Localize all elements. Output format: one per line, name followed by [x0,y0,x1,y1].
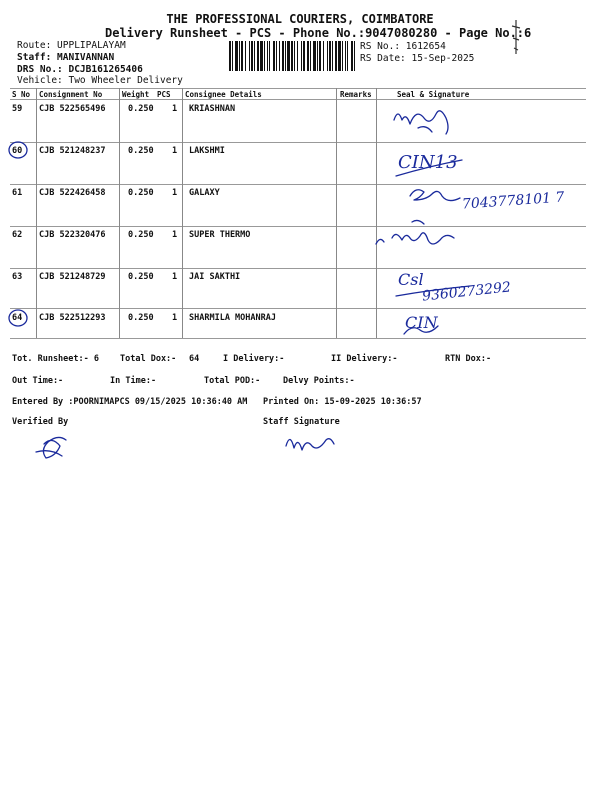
in-time: In Time:- [110,376,157,386]
row-divider [10,142,586,143]
row-consignee: KRIASHNAN [189,104,236,114]
row-weight: 0.250 [128,146,154,156]
row-weight: 0.250 [128,104,154,114]
handwritten-phone-row63: 9360273292 [421,279,512,305]
row-divider [10,308,586,309]
barcode [229,41,357,71]
total-pod: Total POD:- [204,376,261,386]
out-time: Out Time:- [12,376,64,386]
margin-mark-icon [506,18,526,58]
header-consignment: Consignment No [39,90,103,99]
row-weight: 0.250 [128,313,154,323]
printed-on: Printed On: 15-09-2025 10:36:57 [263,397,422,407]
row-consignment: CJB 521248237 [39,146,106,156]
row-consignee: JAI SAKTHI [189,272,241,282]
entered-by: Entered By :POORNIMAPCS 09/15/2025 10:36:40 AM [12,397,248,407]
drs-label: DRS No.: DCJB161265406 [17,64,143,75]
row-sno: 62 [12,230,23,240]
row-consignment: CJB 522512293 [39,313,106,323]
header-seal: Seal & Signature [397,90,470,99]
handwritten-row64: CIN [405,313,438,332]
col-divider [119,88,120,338]
header-sno: S No [12,90,31,99]
row-divider [10,184,586,185]
col-divider [36,88,37,338]
row-consignee: SHARMILA MOHANRAJ [189,313,276,323]
row-consignment: CJB 522320476 [39,230,106,240]
rs-no-label: RS No.: 1612654 [360,41,446,52]
runsheet-subtitle: Delivery Runsheet - PCS - Phone No.:9047080280 - Page No.:6 [105,26,532,40]
header-remarks: Remarks [340,90,372,99]
i-delivery: I Delivery:- [223,354,285,364]
row-sno: 63 [12,272,23,282]
row-weight: 0.250 [128,188,154,198]
row-pcs: 1 [172,104,178,114]
company-title: THE PROFESSIONAL COURIERS, COIMBATORE [166,12,434,26]
row-sno: 64 [12,313,23,323]
col-divider [182,88,183,338]
row-pcs: 1 [172,313,178,323]
row-consignment: CJB 522565496 [39,104,106,114]
row-pcs: 1 [172,272,178,282]
row-consignment: CJB 521248729 [39,272,106,282]
row-divider [10,268,586,269]
staff-label: Staff: MANIVANNAN [17,52,115,63]
table-bottom-border [10,338,586,339]
col-divider [336,88,337,338]
handwritten-phone-row61: 7043778101 7 [461,189,565,213]
total-dox-label: Total Dox:- [120,354,177,364]
staff-signature: Staff Signature [263,417,340,427]
row-sno: 60 [12,146,23,156]
table-top-border [10,88,586,89]
row-sno: 59 [12,104,23,114]
vehicle-label: Vehicle: Two Wheeler Delivery [17,75,183,86]
row-consignment: CJB 522426458 [39,188,106,198]
delvy-points: Delvy Points:- [283,376,355,386]
header-consignee: Consignee Details [185,90,262,99]
tot-runsheet: Tot. Runsheet:- 6 [12,354,99,364]
row-consignee: SUPER THERMO [189,230,251,240]
row-consignee: GALAXY [189,188,220,198]
row-weight: 0.250 [128,230,154,240]
route-label: Route: UPPLIPALAYAM [17,40,126,51]
handwritten-row60: CIN13 [398,152,458,173]
col-divider [376,88,377,338]
row-weight: 0.250 [128,272,154,282]
header-weight: Weight [122,90,150,99]
row-pcs: 1 [172,188,178,198]
ii-delivery: II Delivery:- [331,354,398,364]
header-pcs: PCS [157,90,171,99]
row-pcs: 1 [172,230,178,240]
handwritten-row63: Csl [398,270,424,289]
rtn-dox: RTN Dox:- [445,354,492,364]
total-dox-value: 64 [189,354,200,364]
row-pcs: 1 [172,146,178,156]
rs-date-label: RS Date: 15-Sep-2025 [360,53,475,64]
row-divider [10,226,586,227]
verified-by: Verified By [12,417,69,427]
row-consignee: LAKSHMI [189,146,225,156]
row-sno: 61 [12,188,23,198]
table-header-border [10,99,586,100]
